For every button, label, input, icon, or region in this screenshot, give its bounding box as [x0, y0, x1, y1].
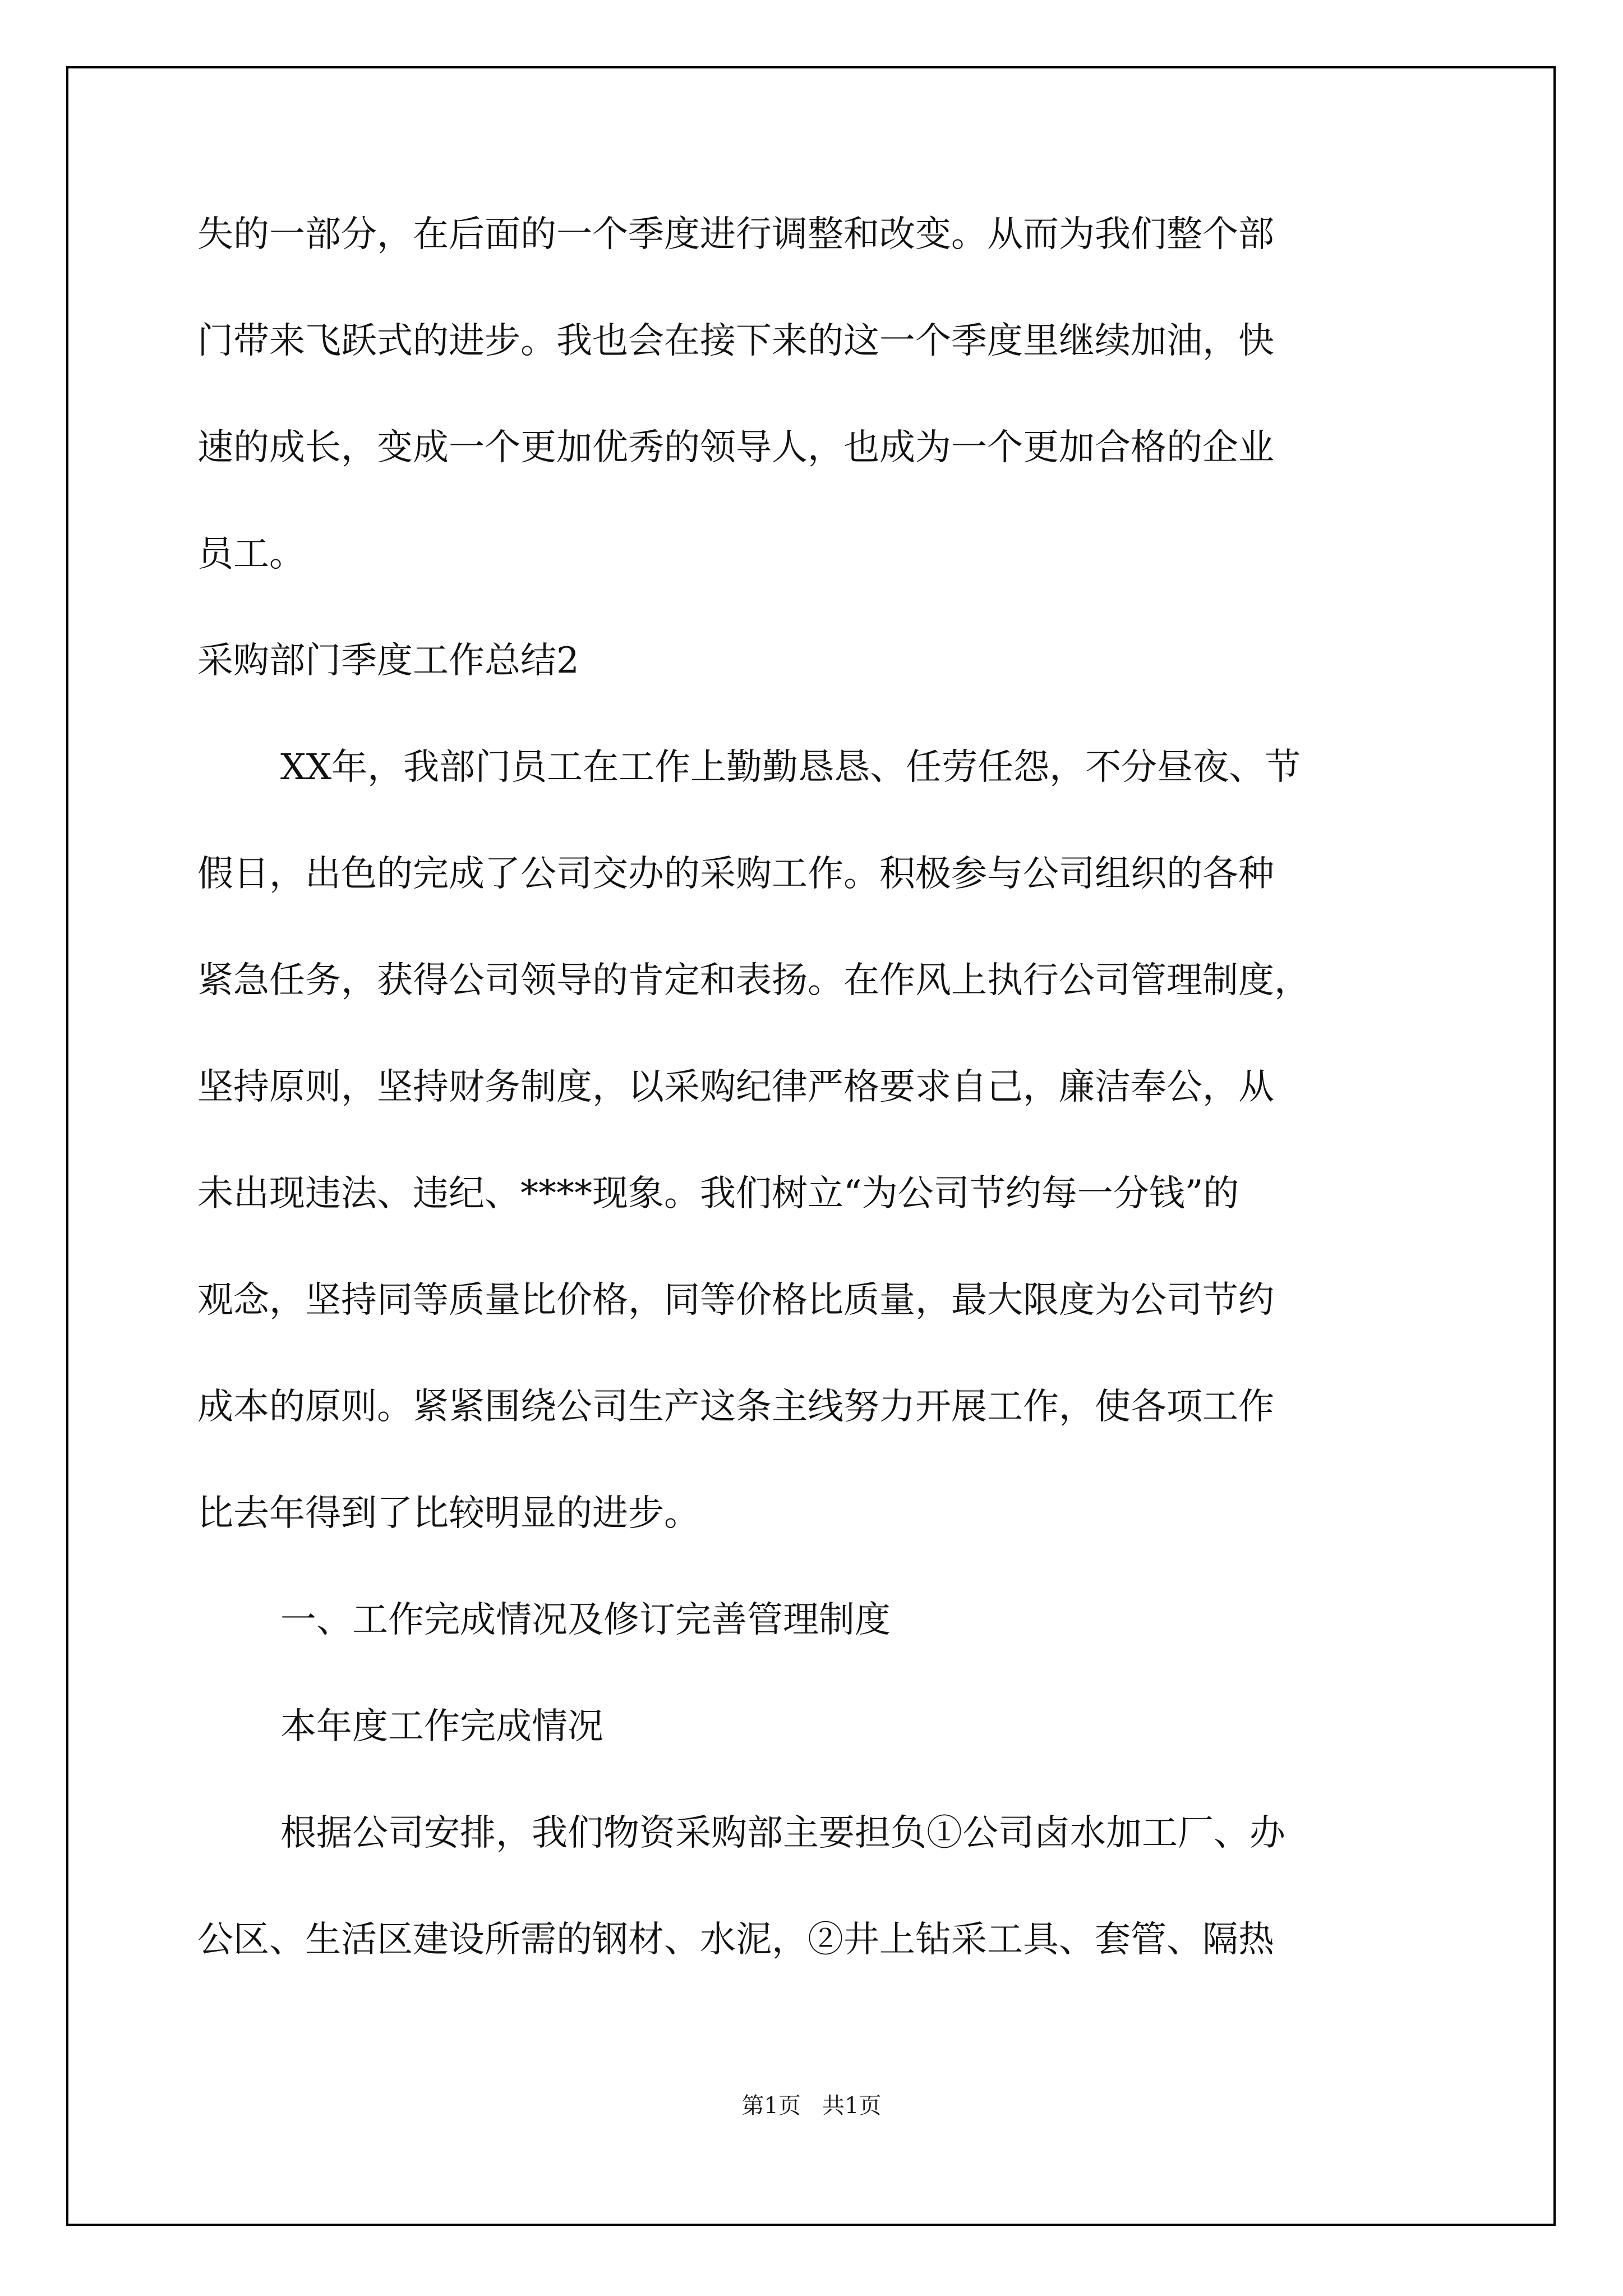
text-line: 假日，出色的完成了公司交办的采购工作。积极参与公司组织的各种 [197, 853, 1274, 895]
text-line: 速的成长，变成一个更加优秀的领导人，也成为一个更加合格的企业 [197, 427, 1274, 468]
text-line: 坚持原则，坚持财务制度，以采购纪律严格要求自己，廉洁奉公，从 [197, 1066, 1274, 1108]
text-line: 根据公司安排，我们物资采购部主要担负①公司卤水加工厂、办 [280, 1812, 1285, 1854]
text-line: 公区、生活区建设所需的钢材、水泥，②井上钻采工具、套管、隔热 [197, 1919, 1274, 1961]
text-line: 比去年得到了比较明显的进步。 [197, 1493, 700, 1534]
subheading: 本年度工作完成情况 [280, 1706, 603, 1747]
text-line: 观念，坚持同等质量比价格，同等价格比质量，最大限度为公司节约 [197, 1280, 1274, 1321]
text-line: 失的一部分，在后面的一个季度进行调整和改变。从而为我们整个部 [197, 214, 1274, 255]
page-border [66, 66, 1556, 2226]
subheading: 一、工作完成情况及修订完善管理制度 [280, 1599, 891, 1641]
text-line: 紧急任务，获得公司领导的肯定和表扬。在作风上执行公司管理制度， [197, 960, 1310, 1001]
text-line: XX年，我部门员工在工作上勤勤恳恳、任劳任怨，不分昼夜、节 [280, 747, 1301, 788]
page-footer: 第1页 共1页 [741, 2093, 882, 2119]
text-line: 未出现违法、违纪、****现象。我们树立“为公司节约每一分钱”的 [197, 1173, 1239, 1214]
section-title: 采购部门季度工作总结2 [197, 640, 579, 682]
text-line: 成本的原则。紧紧围绕公司生产这条主线努力开展工作，使各项工作 [197, 1386, 1274, 1428]
text-line: 门带来飞跃式的进步。我也会在接下来的这一个季度里继续加油，快 [197, 320, 1274, 362]
text-line: 员工。 [197, 533, 305, 575]
